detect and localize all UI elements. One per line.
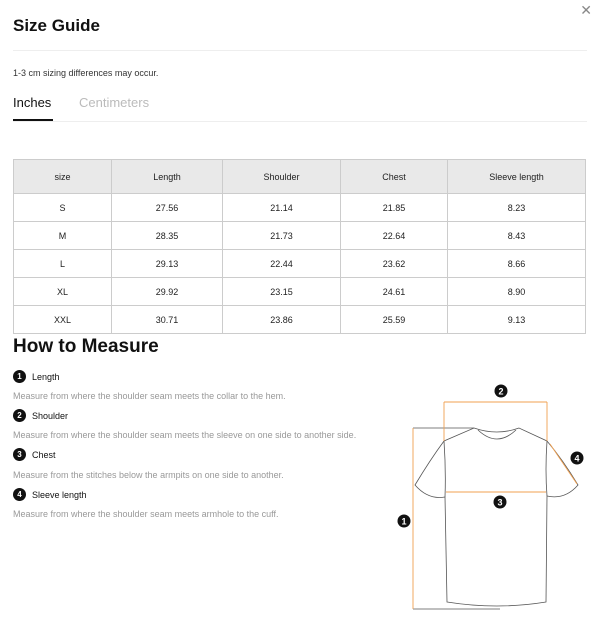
measure-desc: Measure from where the shoulder seam meets armhole to the cuff. [13, 509, 279, 519]
tab-centimeters[interactable]: Centimeters [79, 95, 150, 110]
table-cell: 29.92 [112, 278, 223, 306]
column-header: size [14, 160, 112, 194]
measure-item-length [13, 370, 60, 383]
svg-text:4: 4 [574, 453, 580, 464]
table-cell: 25.59 [341, 306, 448, 334]
measure-desc: Measure from where the shoulder seam meets the collar to the hem. [13, 391, 286, 401]
measure-item-chest [13, 448, 56, 461]
table-cell: 9.13 [448, 306, 586, 334]
column-header: Length [112, 160, 223, 194]
number-2-icon: 2 [13, 409, 26, 422]
table-cell: 21.85 [341, 194, 448, 222]
table-cell: 8.43 [448, 222, 586, 250]
table-cell: 30.71 [112, 306, 223, 334]
number-3-icon: 3 [13, 448, 26, 461]
svg-text:2: 2 [498, 386, 504, 397]
table-row [14, 278, 586, 306]
table-cell: 28.35 [112, 222, 223, 250]
page-title: Size Guide [13, 16, 100, 35]
table-cell: 21.14 [223, 194, 341, 222]
how-to-measure-heading: How to Measure [13, 336, 159, 357]
table-cell: 29.13 [112, 250, 223, 278]
table-row [14, 306, 586, 334]
table-cell: 23.15 [223, 278, 341, 306]
measure-item-shoulder [13, 409, 68, 422]
table-cell: 8.90 [448, 278, 586, 306]
table-cell: 8.23 [448, 194, 586, 222]
svg-text:3: 3 [497, 497, 503, 508]
active-tab-indicator [13, 119, 53, 121]
column-header: Sleeve length [448, 160, 586, 194]
column-header: Shoulder [223, 160, 341, 194]
table-row [14, 222, 586, 250]
table-header-row [14, 160, 586, 194]
table-cell: 22.44 [223, 250, 341, 278]
table-cell: 8.66 [448, 250, 586, 278]
table-row [14, 194, 586, 222]
number-1-icon: 1 [13, 370, 26, 383]
table-cell: 27.56 [112, 194, 223, 222]
size-table [13, 159, 586, 334]
tab-inches[interactable]: Inches [13, 95, 52, 110]
sizing-note: 1-3 cm sizing differences may occur. [13, 68, 159, 78]
table-cell: L [14, 250, 112, 278]
divider [13, 50, 587, 51]
table-cell: XXL [14, 306, 112, 334]
tabs-divider [13, 121, 587, 122]
measure-label: Length [32, 371, 60, 382]
table-cell: M [14, 222, 112, 250]
column-header: Chest [341, 160, 448, 194]
tshirt-diagram [380, 370, 600, 620]
table-cell: S [14, 194, 112, 222]
table-cell: XL [14, 278, 112, 306]
measure-label: Shoulder [32, 410, 69, 421]
measure-item-sleeve [13, 488, 87, 501]
table-cell: 23.86 [223, 306, 341, 334]
measure-label: Chest [32, 449, 56, 460]
measure-label: Sleeve length [32, 489, 87, 500]
close-icon[interactable]: ✕ [580, 2, 592, 18]
tshirt-outline [413, 428, 578, 609]
measure-desc: Measure from where the shoulder seam meets the sleeve on one side to another side. [13, 430, 357, 440]
measure-desc: Measure from the stitches below the armpits on one side to another. [13, 470, 284, 480]
table-cell: 21.73 [223, 222, 341, 250]
table-cell: 23.62 [341, 250, 448, 278]
number-4-icon: 4 [13, 488, 26, 501]
table-row [14, 250, 586, 278]
svg-text:1: 1 [401, 516, 407, 527]
table-cell: 22.64 [341, 222, 448, 250]
table-cell: 24.61 [341, 278, 448, 306]
